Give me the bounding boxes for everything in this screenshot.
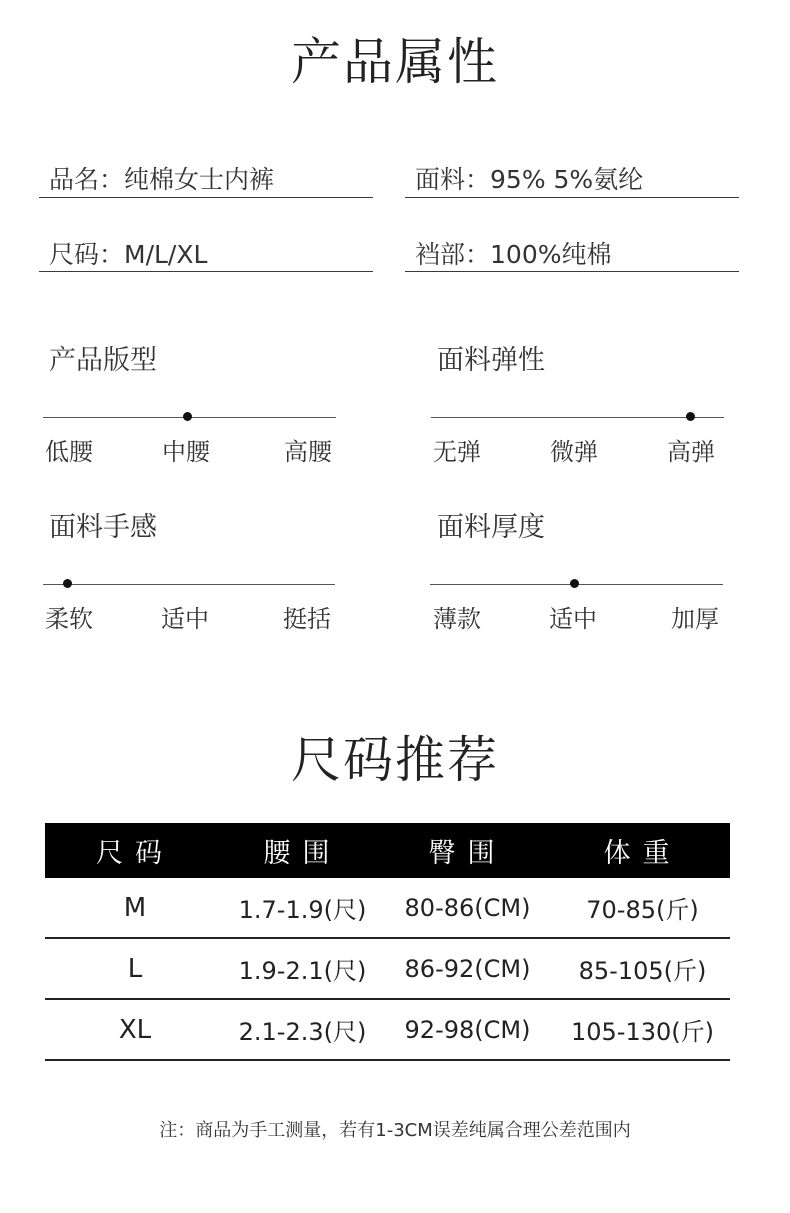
elasticity-scale-mid: 微弹: [550, 438, 598, 466]
attr-value: 纯棉女士内裤: [124, 165, 275, 194]
elasticity-scale-high: 高弹: [667, 438, 715, 466]
thickness-slider-title: 面料厚度: [437, 512, 545, 543]
cell-weight: 105-130(斤): [555, 999, 730, 1060]
header-waist: 腰围: [225, 823, 380, 878]
elasticity-scale-low: 无弹: [433, 438, 481, 466]
thickness-slider-marker: [570, 579, 579, 588]
attr-underline: [39, 197, 373, 198]
elasticity-slider-title: 面料弹性: [437, 345, 545, 376]
table-row: [45, 878, 730, 938]
elasticity-slider-track: [431, 417, 724, 418]
measurement-note: 注：商品为手工测量，若有1-3CM误差纯属合理公差范围内: [159, 1120, 631, 1141]
fit-slider-title: 产品版型: [49, 345, 157, 376]
hand-feel-scale-mid: 适中: [161, 605, 209, 633]
attr-size: [49, 235, 207, 271]
fit-scale-high: 高腰: [284, 438, 332, 466]
attr-crotch: [415, 235, 612, 271]
cell-size: L: [45, 938, 225, 999]
cell-size: XL: [45, 999, 225, 1060]
hand-feel-scale-low: 柔软: [45, 605, 93, 633]
cell-waist: 2.1-2.3(尺): [225, 999, 380, 1060]
attr-fabric: [415, 160, 643, 196]
fit-scale-mid: 中腰: [162, 438, 210, 466]
attr-underline: [405, 197, 739, 198]
product-attributes-title: 产品属性: [291, 33, 499, 91]
hand-feel-scale-high: 挺括: [283, 605, 331, 633]
header-hip: 臀围: [380, 823, 555, 878]
hand-feel-slider-track: [43, 584, 335, 585]
attr-label: 面料：: [415, 165, 491, 194]
table-row: [45, 999, 730, 1060]
header-weight: 体重: [555, 823, 730, 878]
header-size: 尺码: [45, 823, 225, 878]
thickness-scale-mid: 适中: [549, 605, 597, 633]
cell-weight: 85-105(斤): [555, 938, 730, 999]
attr-underline: [405, 271, 739, 272]
cell-weight: 70-85(斤): [555, 878, 730, 938]
attr-value: 95% 5%氨纶: [490, 165, 644, 194]
cell-waist: 1.9-2.1(尺): [225, 938, 380, 999]
table-row: [45, 938, 730, 999]
size-table: [45, 823, 730, 1061]
fit-slider-marker: [183, 412, 192, 421]
attr-label: 品名：: [49, 165, 125, 194]
attr-underline: [39, 271, 373, 272]
table-header-row: [45, 823, 730, 878]
attr-label: 裆部：: [415, 240, 491, 269]
fit-scale-low: 低腰: [45, 438, 93, 466]
cell-size: M: [45, 878, 225, 938]
hand-feel-slider-marker: [63, 579, 72, 588]
hand-feel-slider-title: 面料手感: [49, 512, 157, 543]
attr-value: 100%纯棉: [490, 240, 612, 269]
attr-label: 尺码：: [49, 240, 125, 269]
cell-hip: 92-98(CM): [380, 999, 555, 1060]
size-recommendation-title: 尺码推荐: [291, 731, 499, 789]
thickness-scale-low: 薄款: [433, 605, 481, 633]
cell-hip: 86-92(CM): [380, 938, 555, 999]
elasticity-slider-marker: [686, 412, 695, 421]
cell-hip: 80-86(CM): [380, 878, 555, 938]
thickness-scale-high: 加厚: [671, 605, 719, 633]
attr-value: M/L/XL: [124, 240, 208, 269]
cell-waist: 1.7-1.9(尺): [225, 878, 380, 938]
attr-product-name: [49, 160, 274, 196]
